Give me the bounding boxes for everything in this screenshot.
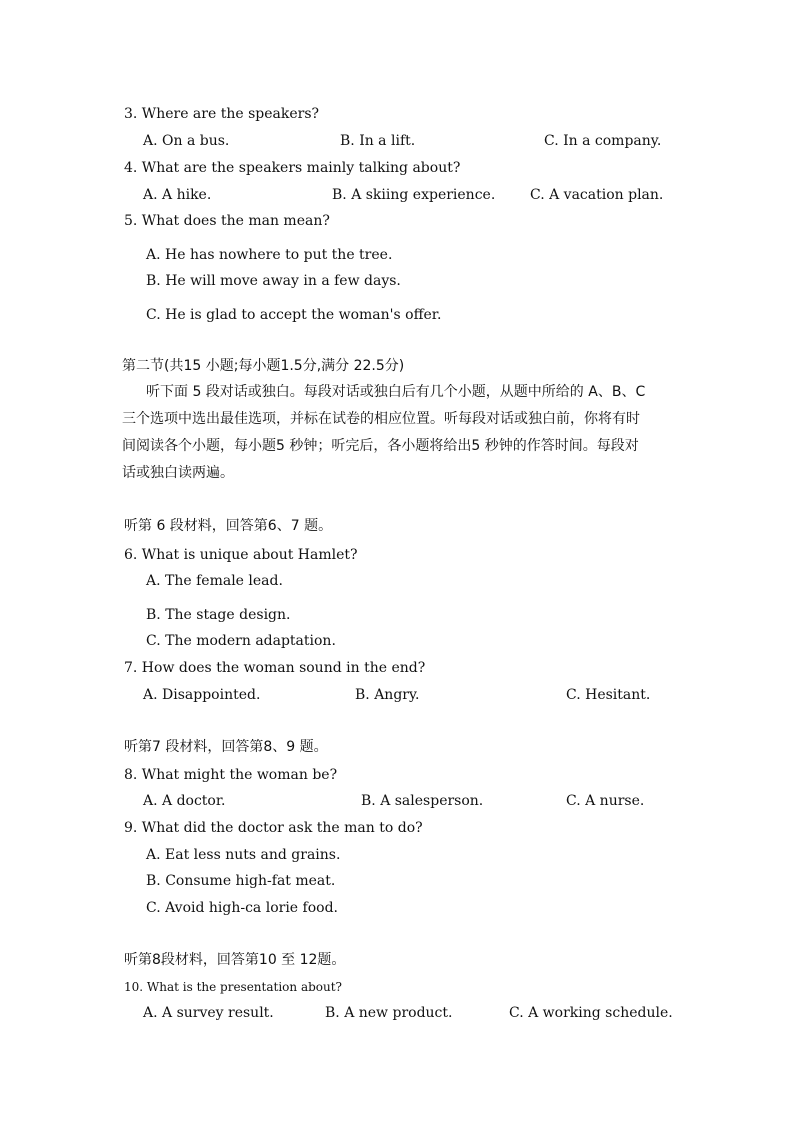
material-8-intro: 听第8段材料，回答第10 至 12题。: [124, 952, 346, 968]
question-6-option-c: C. The modern adaptation.: [146, 633, 336, 649]
question-7-stem: 7. How does the woman sound in the end?: [124, 660, 426, 676]
question-5-option-a: A. He has nowhere to put the tree.: [146, 247, 393, 263]
question-9-option-b: B. Consume high-fat meat.: [146, 873, 336, 889]
section-2-instructions-line-2: 三个选项中选出最佳选项，并标在试卷的相应位置。听每段对话或独白前，你将有时: [122, 411, 640, 427]
question-8-option-c: C. A nurse.: [566, 793, 645, 809]
question-7-option-c: C. Hesitant.: [566, 687, 651, 703]
section-2-heading: 第二节(共15 小题;每小题1.5分,满分 22.5分): [122, 358, 405, 374]
question-8-option-a: A. A doctor.: [143, 793, 226, 809]
question-10-option-b: B. A new product.: [325, 1005, 453, 1021]
question-9-option-c: C. Avoid high-ca lorie food.: [146, 900, 338, 916]
question-3-option-b: B. In a lift.: [340, 133, 416, 149]
question-6-option-a: A. The female lead.: [146, 573, 283, 589]
section-2-instructions-line-4: 话或独白读两遍。: [122, 465, 234, 481]
question-7-option-b: B. Angry.: [355, 687, 420, 703]
question-6-stem: 6. What is unique about Hamlet?: [124, 547, 358, 563]
question-4-option-c: C. A vacation plan.: [530, 187, 664, 203]
section-2-instructions-line-3: 间阅读各个小题，每小题5 秒钟；听完后，各小题将给出5 秒钟的作答时间。每段对: [122, 438, 639, 454]
question-10-option-a: A. A survey result.: [143, 1005, 274, 1021]
question-9-stem: 9. What did the doctor ask the man to do?: [124, 820, 423, 836]
question-3-stem: 3. Where are the speakers?: [124, 106, 320, 122]
question-3-option-a: A. On a bus.: [143, 133, 230, 149]
question-8-option-b: B. A salesperson.: [361, 793, 484, 809]
question-6-option-b: B. The stage design.: [146, 607, 291, 623]
question-4-option-a: A. A hike.: [143, 187, 212, 203]
question-7-option-a: A. Disappointed.: [143, 687, 261, 703]
section-2-instructions-line-1: 听下面 5 段对话或独白。每段对话或独白后有几个小题，从题中所给的 A、B、C: [146, 384, 646, 400]
question-5-option-c: C. He is glad to accept the woman's offer.: [146, 307, 442, 323]
material-7-intro: 听第7 段材料，回答第8、9 题。: [124, 739, 328, 755]
question-10-stem: 10. What is the presentation about?: [124, 980, 342, 994]
question-5-stem: 5. What does the man mean?: [124, 213, 330, 229]
question-10-option-c: C. A working schedule.: [509, 1005, 673, 1021]
question-9-option-a: A. Eat less nuts and grains.: [146, 847, 341, 863]
question-4-option-b: B. A skiing experience.: [332, 187, 496, 203]
question-5-option-b: B. He will move away in a few days.: [146, 273, 401, 289]
material-6-intro: 听第 6 段材料，回答第6、7 题。: [124, 518, 333, 534]
question-4-stem: 4. What are the speakers mainly talking about?: [124, 160, 461, 176]
question-3-option-c: C. In a company.: [544, 133, 662, 149]
question-8-stem: 8. What might the woman be?: [124, 767, 338, 783]
